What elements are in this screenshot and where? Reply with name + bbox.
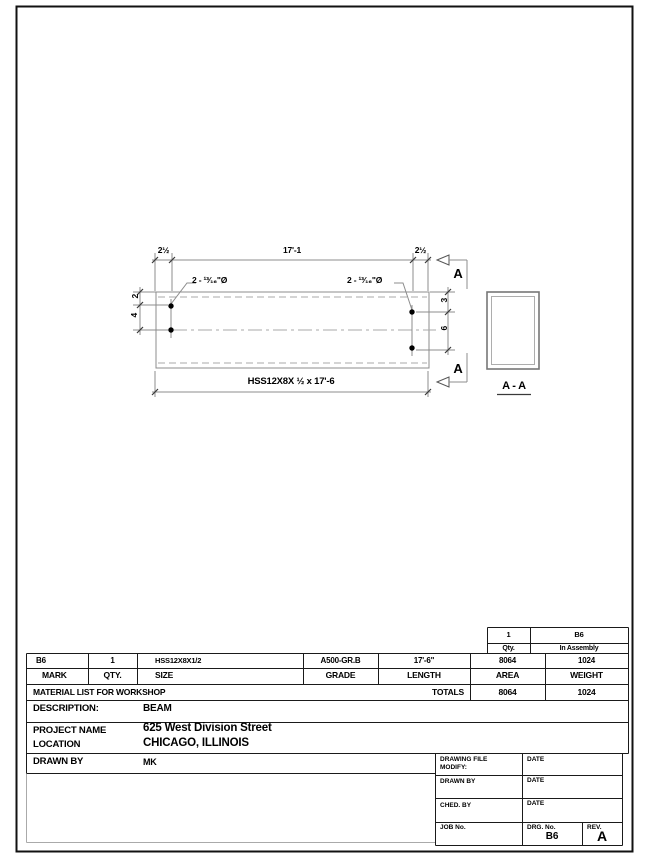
mat-area-value: 8064 (499, 656, 516, 665)
dim-left-top: 2 (129, 293, 140, 299)
sheet-border (17, 7, 633, 852)
assembly-mark-label: In Assembly (559, 645, 599, 652)
drawing-file-label: DRAWING FILE (440, 756, 488, 763)
mat-grade-value: A500-GR.B (320, 656, 361, 665)
location-label: LOCATION (33, 739, 81, 750)
hole-callout-right: 2 - ¹³⁄₁₆"Ø (347, 275, 383, 285)
address-line2: CHICAGO, ILLINOIS (143, 737, 249, 749)
dim-right-bottom: 6 (438, 325, 449, 331)
hole-callout-left: 2 - ¹³⁄₁₆"Ø (192, 275, 228, 285)
project-name-label: PROJECT NAME (33, 725, 107, 736)
mat-header-qty: QTY. (103, 670, 122, 680)
drawn-by-label: DRAWN BY (33, 756, 84, 767)
job-no-label: JOB No. (440, 824, 466, 831)
totals-weight: 1024 (577, 687, 596, 697)
rev-value: A (597, 828, 607, 844)
rev-drawn-by-label: DRAWN BY (440, 778, 476, 785)
section-letter-top: A (453, 266, 463, 281)
description-value: BEAM (143, 703, 172, 714)
dim-right-top: 3 (438, 297, 449, 303)
bolt-holes (168, 303, 414, 350)
mat-weight-value: 1024 (578, 656, 595, 665)
rev-label: REV. (587, 824, 602, 831)
section-arrow-top-icon (437, 255, 449, 265)
dim-span: 17'-1 (282, 245, 302, 255)
section-letter-bottom: A (453, 361, 463, 376)
member-size-label: HSS12X8X ½ x 17'-6 (247, 376, 335, 387)
mat-header-size: SIZE (155, 670, 174, 680)
address-line1: 625 West Division Street (143, 722, 272, 734)
totals-label: TOTALS (431, 687, 464, 697)
description-label: DESCRIPTION: (33, 703, 99, 714)
hole-leaders (171, 283, 412, 356)
modify-label: MODIFY: (440, 764, 467, 771)
mat-header-length: LENGTH (407, 670, 441, 680)
mat-header-weight: WEIGHT (570, 670, 603, 680)
assembly-qty-value: 1 (506, 630, 511, 639)
mat-length-value: 17'-6" (413, 656, 435, 665)
mat-header-area: AREA (495, 670, 520, 680)
assembly-mark-value: B6 (574, 630, 584, 639)
drg-no-value: B6 (545, 831, 559, 842)
assembly-qty-label: Qty. (502, 645, 515, 652)
top-dimension (152, 253, 431, 291)
totals-area: 8064 (498, 687, 517, 697)
drawn-by-value: MK (143, 757, 157, 767)
material-list-title: MATERIAL LIST FOR WORKSHOP (33, 687, 166, 697)
mat-qty-value: 1 (110, 656, 115, 665)
mat-header-mark: MARK (42, 670, 67, 680)
section-arrow-bottom-icon (437, 377, 449, 387)
mat-header-grade: GRADE (325, 670, 356, 680)
dim-left-bottom: 4 (128, 312, 139, 318)
section-view-label: A - A (502, 380, 526, 392)
mat-mark-value: B6 (36, 656, 46, 665)
date-label-3: DATE (527, 800, 545, 807)
date-label-2: DATE (527, 777, 545, 784)
dim-left-margin: 2½ (157, 245, 170, 255)
dim-right-margin: 2½ (414, 245, 427, 255)
mat-size-value: HSS12X8X1/2 (155, 656, 202, 665)
drg-no-label: DRG. No. (527, 824, 556, 831)
right-dimension (416, 287, 455, 355)
date-label-1: DATE (527, 756, 545, 763)
checked-by-label: CHED. BY (440, 802, 472, 809)
